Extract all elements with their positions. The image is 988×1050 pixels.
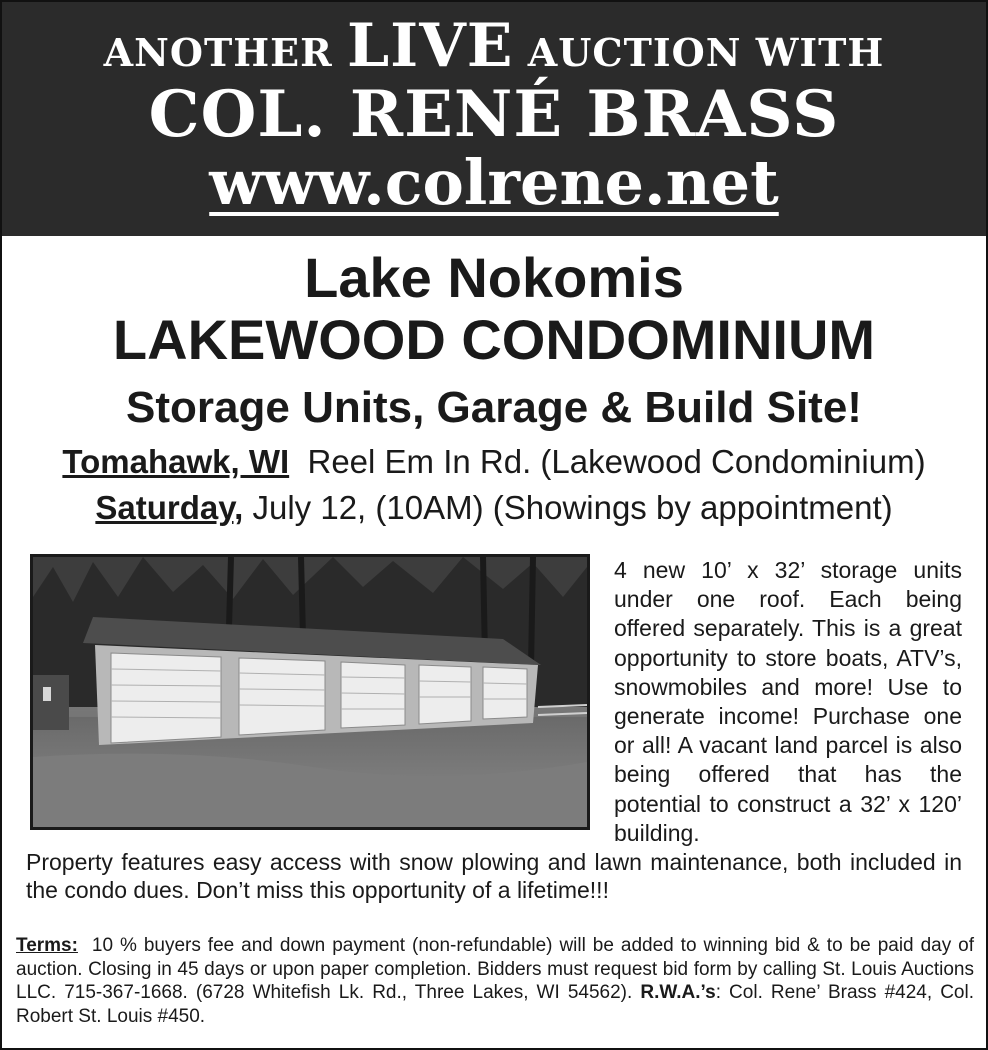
date-line [2,486,986,530]
rwa-text: : Col. Rene’ Brass #424, Col. Robert St. Louis #450. [16,982,975,1027]
address-line [2,440,986,484]
header-banner [2,2,986,236]
banner-tagline [2,11,986,85]
terms-label: Terms: [16,935,78,956]
description-side: 4 new 10’ x 32’ storage units under one roof. Each being offered separately. This is a great opportunity to store boats, ATV’s, snowmobiles and more! Use to generate income! Purchase one or all! A vacant land parcel is also being offered that has the potential to construct a 32’ x 120’ building. [614,557,962,846]
terms-text: 10 % buyers fee and down payment (non-refundable) will be added to winning bid & to be paid day of auction. Closing in 45 days or upon paper completion. Bidders must request bid form by calling St. Louis Auctions LLC. 715-367-1668. (6728 Whitefish Lk. Rd., Three Lakes, WI 54562). [16,935,975,1003]
street-address: Reel Em In Rd. (Lakewood Condominium) [307,443,926,480]
banner-word-another: ANOTHER [103,30,333,75]
storage-building-photo [30,554,590,830]
banner-word-auction-with: AUCTION WITH [527,30,885,75]
location-title: Lake Nokomis [304,246,684,309]
city-label: Tomahawk, WI [62,443,290,480]
banner-word-live: LIVE [346,11,514,81]
auctioneer-name: COL. RENÉ BRASS [148,77,840,152]
rwa-label: R.W.A.’s [640,982,716,1003]
property-subtitle: Storage Units, Garage & Build Site! [126,383,862,432]
terms-block [16,934,974,1028]
day-label: Saturday, [95,489,244,526]
property-title: LAKEWOOD CONDOMINIUM [112,308,876,371]
date-time: July 12, (10AM) (Showings by appointment) [252,489,893,526]
description-wide: Property features easy access with snow plowing and lawn maintenance, both included in the condo dues. Don’t miss this opportunity of a lifetime!!! [26,849,962,903]
website-link[interactable]: www.colrene.net [209,146,779,219]
